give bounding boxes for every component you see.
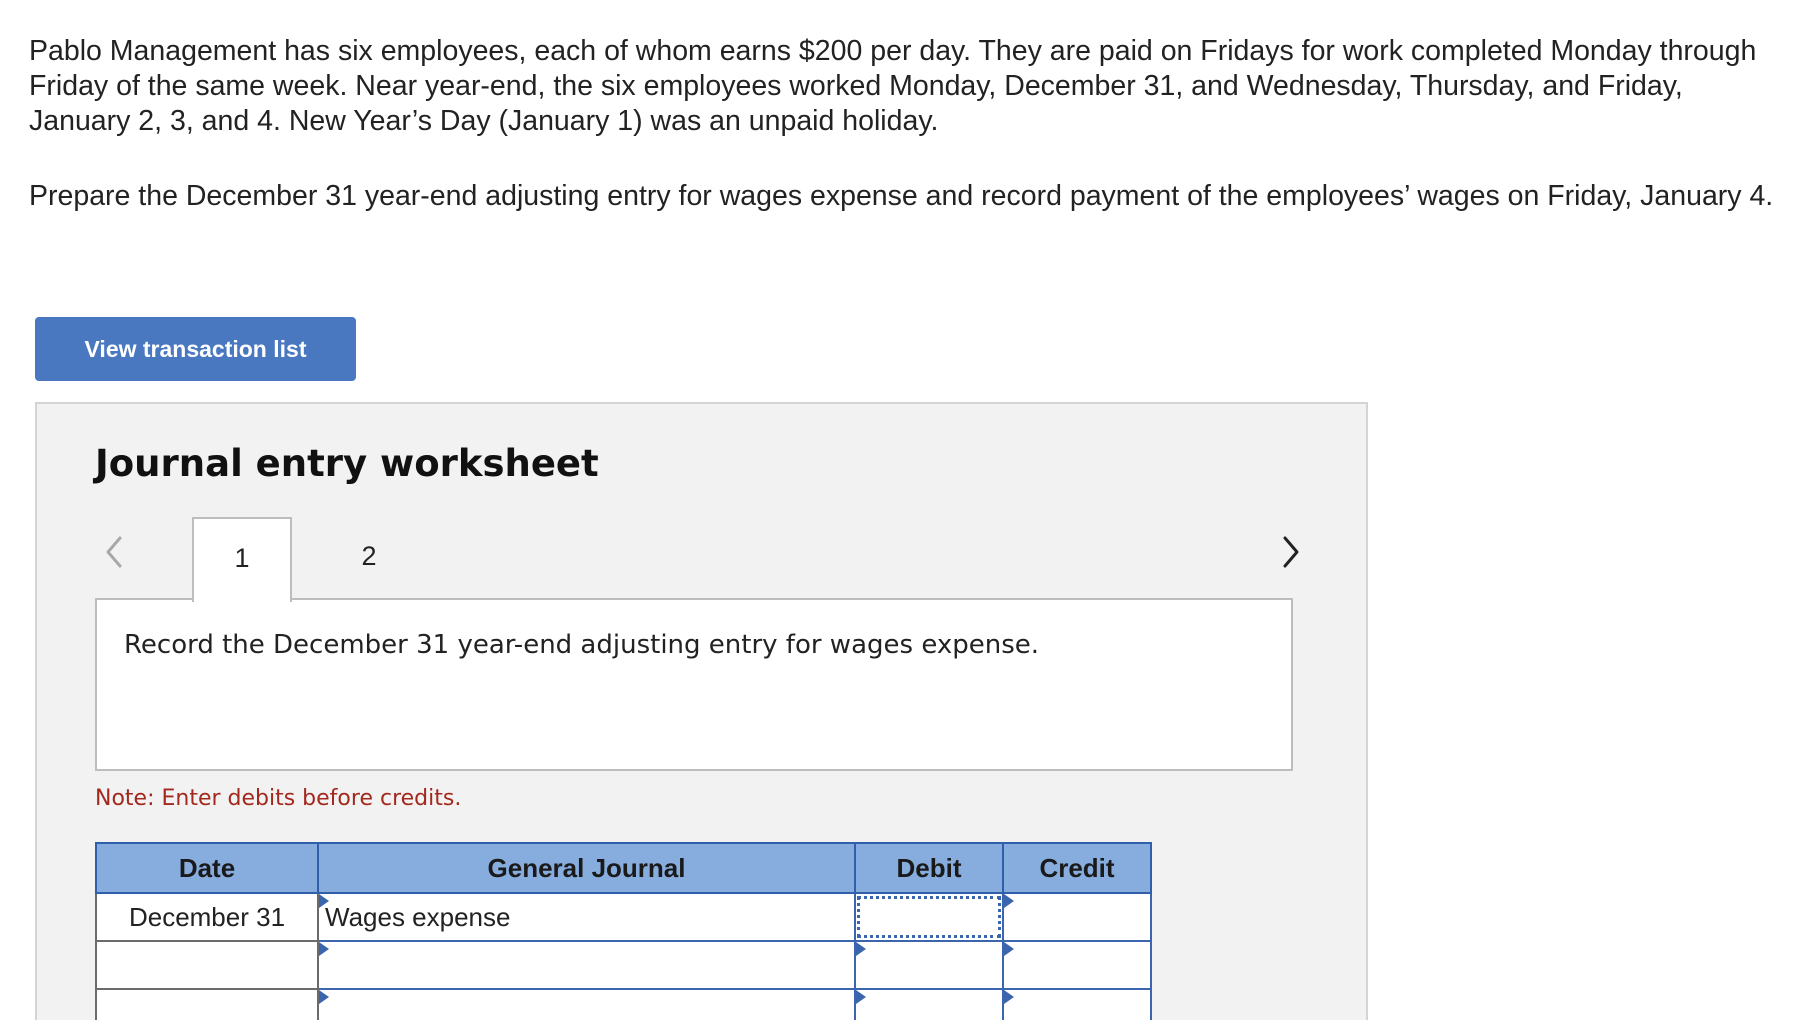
dropdown-marker-icon [1004,894,1014,908]
problem-paragraph-2: Prepare the December 31 year-end adjusting entry for wages expense and record payment of the employees’ wages on Friday, January 4. [29,180,1774,212]
column-header-debit: Debit [855,843,1003,893]
debit-cell[interactable] [855,941,1003,989]
problem-paragraph-1: Pablo Management has six employees, each of whom earns $200 per day. They are paid on Fridays for work completed Monday through Friday of the same week. Near year-end, the six employees worked Monday, December 31, and Wednesday, Thursday, and Friday, January 2, 3, and 4. New Year’s Day (January 1) was an unpaid holiday. [29,35,1757,137]
debit-field[interactable] [856,991,1002,1020]
column-header-general-journal: General Journal [318,843,855,893]
account-cell[interactable] [318,893,855,941]
credit-field[interactable] [1004,943,1150,987]
account-cell[interactable] [318,989,855,1020]
date-cell[interactable]: December 31 [96,893,318,941]
account-cell[interactable] [318,941,855,989]
account-field[interactable] [319,943,854,987]
credit-cell[interactable] [1003,989,1151,1020]
table-header-row [96,843,1151,893]
account-field[interactable] [319,991,854,1020]
journal-entry-worksheet [35,402,1368,1020]
tab-2[interactable]: 2 [361,541,377,571]
chevron-right-icon[interactable] [1275,532,1305,572]
date-cell[interactable] [96,941,318,989]
dropdown-marker-icon [319,894,329,908]
dropdown-marker-icon [856,990,866,1004]
worksheet-title: Journal entry worksheet [95,442,599,485]
debit-field[interactable] [856,943,1002,987]
dropdown-marker-icon [319,990,329,1004]
dropdown-marker-icon [856,942,866,956]
debit-cell[interactable] [855,989,1003,1020]
debit-credit-note: Note: Enter debits before credits. [95,786,462,811]
chevron-left-icon[interactable] [100,532,130,572]
table-row [96,989,1151,1020]
instruction-text: Record the December 31 year-end adjusting entry for wages expense. [124,630,1040,660]
tab-1[interactable]: 1 [192,517,292,602]
credit-cell[interactable] [1003,893,1151,941]
table-row [96,941,1151,989]
dropdown-marker-icon [319,942,329,956]
dropdown-marker-icon [1004,942,1014,956]
account-field[interactable]: Wages expense [325,902,511,932]
debit-cell[interactable] [855,893,1003,941]
instruction-box [95,598,1293,771]
general-journal-table [95,842,1152,1020]
view-transaction-list-button[interactable]: View transaction list [35,317,356,381]
dropdown-marker-icon [1004,990,1014,1004]
credit-field[interactable] [1004,991,1150,1020]
credit-field[interactable] [1004,895,1150,939]
credit-cell[interactable] [1003,941,1151,989]
debit-field[interactable] [856,895,1002,939]
table-row [96,893,1151,941]
column-header-credit: Credit [1003,843,1151,893]
date-cell[interactable] [96,989,318,1020]
problem-statement [29,34,1789,214]
column-header-date: Date [96,843,318,893]
